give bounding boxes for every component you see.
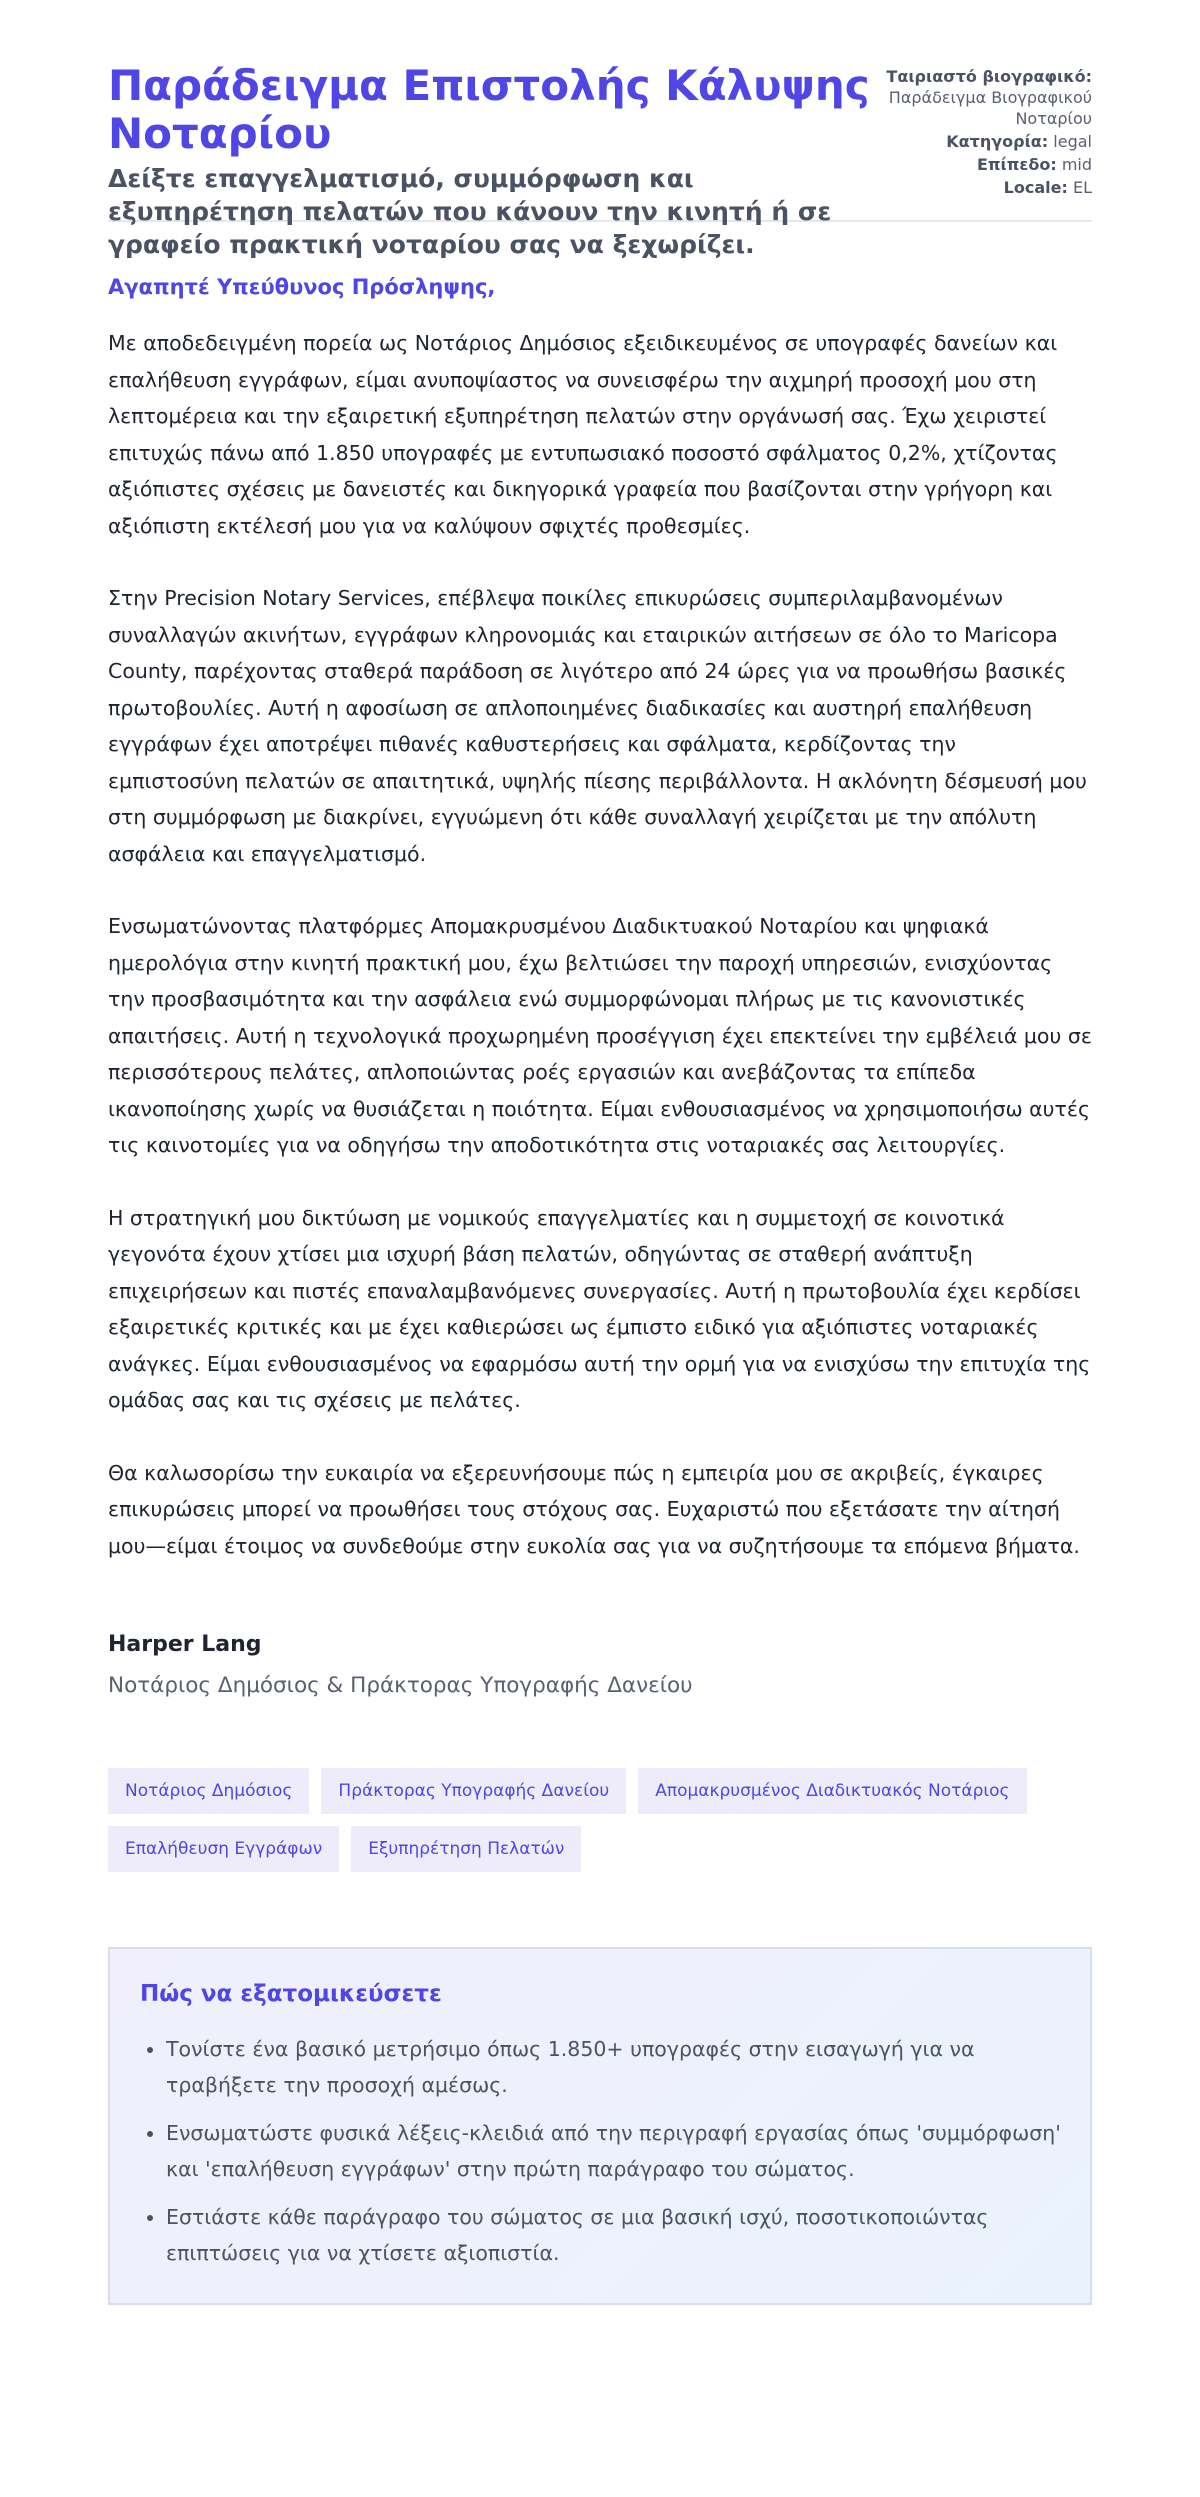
meta-category — [842, 131, 1092, 152]
signature-name: Harper Lang — [108, 1632, 262, 1657]
tag-list — [108, 1768, 1092, 1872]
page-subtitle: Δείξτε επαγγελματισμό, συμμόρφωση και εξυπηρέτηση πελατών που κάνουν την κινητή ή σε γραφείο πρακτική νοταρίου σας να ξεχωρίζει. — [108, 164, 832, 259]
meta-locale-label: Locale: — [1003, 178, 1068, 197]
letter-paragraph: Στην Precision Notary Services, επέβλεψα ποικίλες επικυρώσεις συμπεριλαμβανομένων συναλλαγών ακινήτων, εγγράφων κληρονομιάς και εταιρικών αιτήσεων σε όλο το Maricopa County, παρέχοντας σταθερά παράδοση σε λιγότερο από 24 ώρες για να προωθήσω βασικές πρωτοβουλίες. Αυτή η αφοσίωση σε απλοποιημένες διαδικασίες και αυστηρή επαλήθευση εγγράφων έχει αποτρέψει πιθανές καθυστερήσεις και σφάλματα, κερδίζοντας την εμπιστοσύνη πελατών σε απαιτητικά, υψηλής πίεσης περιβάλλοντα. Η ακλόνητη δέσμευσή μου στη συμμόρφωση με διακρίνει, εγγυώμενη ότι κάθε συναλλαγή χειρίζεται με την απόλυτη ασφάλεια και επαγγελματισμό. — [108, 586, 1087, 866]
signature-title: Νοτάριος Δημόσιος & Πράκτορας Υπογραφής Δανείου — [108, 1673, 693, 1698]
letter-paragraph: Με αποδεδειγμένη πορεία ως Νοτάριος Δημόσιος εξειδικευμένος σε υπογραφές δανείων και επαλήθευση εγγράφων, είμαι ανυποψίαστος να συνεισφέρω την αιχμηρή προσοχή μου στη λεπτομέρεια και την εξαιρετική εξυπηρέτηση πελατών στην οργάνωσή σας. Έχω χειριστεί επιτυχώς πάνω από 1.850 υπογραφές με εντυπωσιακό ποσοστό σφάλματος 0,2%, χτίζοντας αξιόπιστες σχέσεις με δανειστές και δικηγορικά γραφεία που βασίζονται στην γρήγορη και αξιόπιστη εκτέλεσή μου για να καλύψουν σφιχτές προθεσμίες. — [108, 331, 1058, 538]
letter-body — [108, 325, 1092, 1564]
tag-chip: Νοτάριος Δημόσιος — [108, 1768, 309, 1814]
meta-level — [842, 154, 1092, 175]
meta-category-value: legal — [1053, 132, 1092, 151]
meta-panel — [842, 66, 1092, 200]
letter-paragraph: Θα καλωσορίσω την ευκαιρία να εξερευνήσουμε πώς η εμπειρία μου σε ακριβείς, έγκαιρες επικυρώσεις μπορεί να προωθήσει τους στόχους σας. Ευχαριστώ που εξετάσατε την αίτησή μου—είμαι έτοιμος να συνδεθούμε στην ευκολία σας για να συζητήσουμε τα επόμενα βήματα. — [108, 1460, 1080, 1558]
meta-locale — [842, 177, 1092, 198]
meta-match-resume — [842, 66, 1092, 129]
tip-item: • Τονίστε ένα βασικό μετρήσιμο όπως 1.850+ υπογραφές στην εισαγωγή για να τραβήξετε την προσοχή αμέσως. — [166, 2031, 1062, 2103]
letter-paragraph: Η στρατηγική μου δικτύωση με νομικούς επαγγελματίες και η συμμετοχή σε κοινοτικά γεγονότα έχουν χτίσει μια ισχυρή βάση πελατών, οδηγώντας σε σταθερή ανάπτυξη επιχειρήσεων και πιστές επαναλαμβανόμενες συνεργασίες. Αυτή η πρωτοβουλία έχει κερδίσει εξαιρετικές κριτικές και με έχει καθιερώσει ως έμπιστο ειδικό για αξιόπιστες νοταριακές ανάγκες. Είμαι ενθουσιασμένος να εφαρμόσω αυτή την ορμή για να ενισχύσω την επιτυχία της ομάδας σας και τις σχέσεις με πελάτες. — [108, 1205, 1091, 1412]
letter-paragraph: Ενσωματώνοντας πλατφόρμες Απομακρυσμένου Διαδικτυακού Νοταρίου και ψηφιακά ημερολόγια στην κινητή πρακτική μου, έχω βελτιώσει την παροχή υπηρεσιών, ενισχύοντας την προσβασιμότητα και την ασφάλεια ενώ συμμορφώνομαι πλήρως με τις κανονιστικές απαιτήσεις. Αυτή η τεχνολογικά προχωρημένη προσέγγιση έχει επεκτείνει την εμβέλειά μου σε περισσότερους πελάτες, απλοποιώντας ροές εργασιών και ανεβάζοντας τα επίπεδα ικανοποίησης χωρίς να θυσιάζεται η ποιότητα. Είμαι ενθουσιασμένος να χρησιμοποιήσω αυτές τις καινοτομίες για να οδηγήσω την αποδοτικότητα στις νοταριακές σας λειτουργίες. — [108, 914, 1092, 1157]
meta-match-label: Ταιριαστό βιογραφικό: — [886, 67, 1092, 86]
meta-level-value: mid — [1061, 155, 1092, 174]
tip-item: • Εστιάστε κάθε παράγραφο του σώματος σε μια βασική ισχύ, ποσοτικοποιώντας επιπτώσεις για να χτίσετε αξιοπιστία. — [166, 2199, 1062, 2271]
letter-greeting: Αγαπητέ Υπεύθυνος Πρόσληψης, — [108, 275, 496, 299]
meta-locale-value: EL — [1072, 178, 1092, 197]
tag-chip: Εξυπηρέτηση Πελατών — [351, 1826, 581, 1872]
tag-chip: Πράκτορας Υπογραφής Δανείου — [321, 1768, 626, 1814]
tips-title: Πώς να εξατομικεύσετε — [140, 1981, 442, 2007]
header — [108, 0, 1092, 259]
tag-chip: Επαλήθευση Εγγράφων — [108, 1826, 339, 1872]
tips-list — [140, 2031, 1062, 2271]
customize-tips-box — [108, 1947, 1092, 2305]
meta-match-value: Παράδειγμα Βιογραφικού Νοταρίου — [888, 88, 1092, 128]
meta-level-label: Επίπεδο: — [976, 155, 1057, 174]
meta-category-label: Κατηγορία: — [946, 132, 1049, 151]
page-title: Παράδειγμα Επιστολής Κάλυψης Νοταρίου — [108, 61, 870, 158]
tip-item: • Ενσωματώστε φυσικά λέξεις-κλειδιά από την περιγραφή εργασίας όπως 'συμμόρφωση' και 'επαλήθευση εγγράφων' στην πρώτη παράγραφο του σώματος. — [166, 2115, 1062, 2187]
tag-chip: Απομακρυσμένος Διαδικτυακός Νοτάριος — [638, 1768, 1026, 1814]
